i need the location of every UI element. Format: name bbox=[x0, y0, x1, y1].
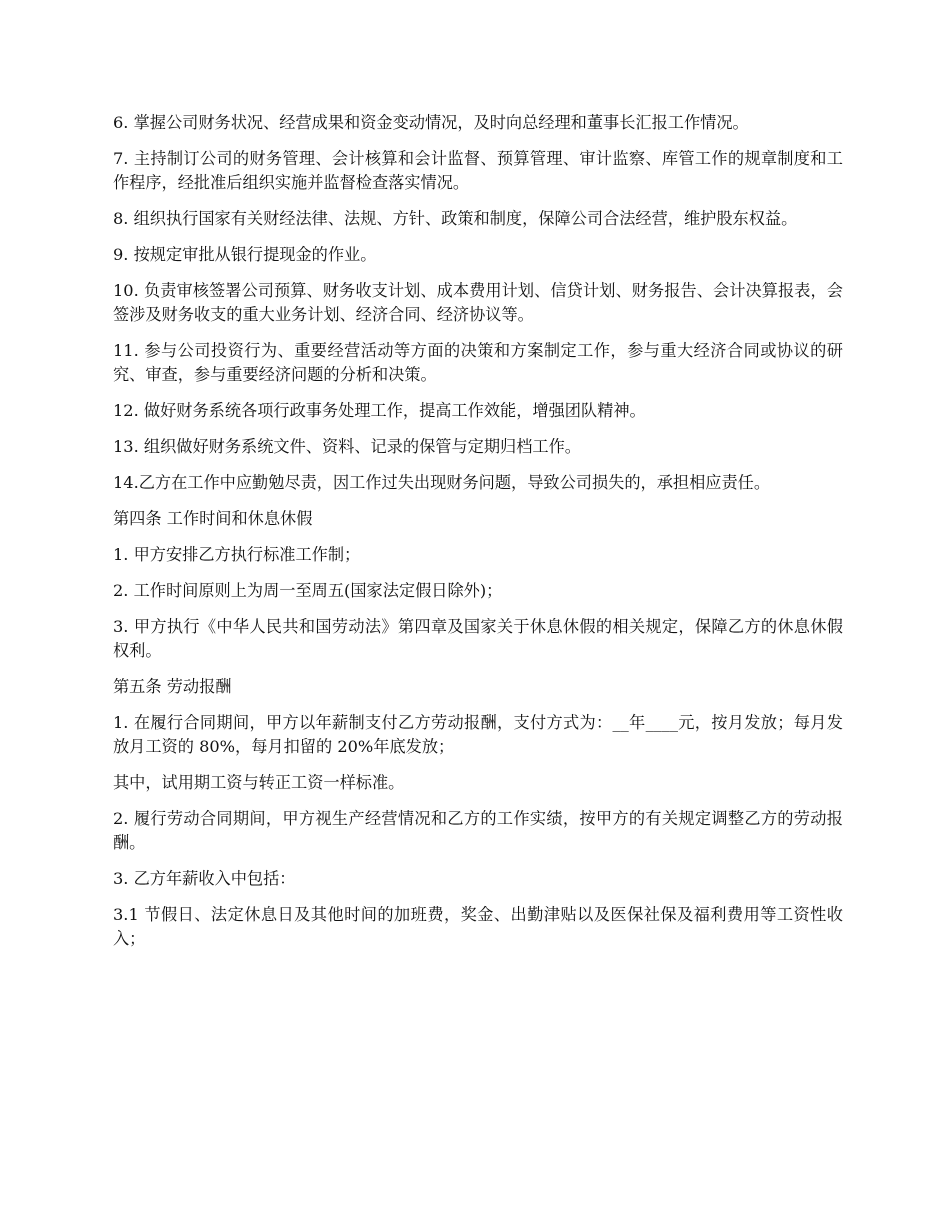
article-4-heading: 第四条 工作时间和休息休假 bbox=[113, 509, 313, 528]
clause-12-administration: 12. 做好财务系统各项行政事务处理工作，提高工作效能，增强团队精神。 bbox=[113, 401, 646, 420]
clause-13-archiving: 13. 组织做好财务系统文件、资料、记录的保管与定期归档工作。 bbox=[113, 437, 581, 456]
clause-6-finance-reporting: 6. 掌握公司财务状况、经营成果和资金变动情况，及时向总经理和董事长汇报工作情况。 bbox=[113, 113, 749, 132]
clause-8-legal-compliance: 8. 组织执行国家有关财经法律、法规、方针、政策和制度，保障公司合法经营，维护股东权益。 bbox=[113, 209, 798, 228]
article-4-item-1: 1. 甲方安排乙方执行标准工作制； bbox=[113, 545, 361, 564]
clause-10-budget-review: 10. 负责审核签署公司预算、财务收支计划、成本费用计划、信贷计划、财务报告、会计决算报表，会签涉及财务收支的重大业务计划、经济合同、经济协议等。 bbox=[113, 281, 843, 324]
article-5-heading: 第五条 劳动报酬 bbox=[113, 677, 232, 696]
article-5-item-1: 1. 在履行合同期间，甲方以年薪制支付乙方劳动报酬，支付方式为：__年____元，按月发放；每月发放月工资的 80%，每月扣留的 20%年底发放； bbox=[113, 713, 843, 756]
clause-14-liability: 14.乙方在工作中应勤勉尽责，因工作过失出现财务问题，导致公司损失的，承担相应责任。 bbox=[113, 473, 771, 492]
article-5-item-2: 2. 履行劳动合同期间，甲方视生产经营情况和乙方的工作实绩，按甲方的有关规定调整乙方的劳动报酬。 bbox=[113, 809, 843, 852]
clause-7-rules-and-procedures: 7. 主持制订公司的财务管理、会计核算和会计监督、预算管理、审计监察、库管工作的规章制度和工作程序，经批准后组织实施并监督检查落实情况。 bbox=[113, 149, 843, 192]
clause-11-investment-decisions: 11. 参与公司投资行为、重要经营活动等方面的决策和方案制定工作，参与重大经济合同或协议的研究、审查，参与重要经济问题的分析和决策。 bbox=[113, 341, 843, 384]
clause-9-cash-withdrawal: 9. 按规定审批从银行提现金的作业。 bbox=[113, 245, 377, 264]
article-5-probation-note: 其中，试用期工资与转正工资一样标准。 bbox=[113, 773, 405, 792]
article-5-item-3: 3. 乙方年薪收入中包括： bbox=[113, 869, 296, 888]
article-4-item-2: 2. 工作时间原则上为周一至周五(国家法定假日除外)； bbox=[113, 581, 503, 600]
article-5-item-3-1: 3.1 节假日、法定休息日及其他时间的加班费，奖金、出勤津贴以及医保社保及福利费用等工资性收入； bbox=[113, 905, 843, 948]
document-body bbox=[113, 111, 843, 951]
article-4-item-3: 3. 甲方执行《中华人民共和国劳动法》第四章及国家关于休息休假的相关规定，保障乙方的休息休假权利。 bbox=[113, 617, 843, 660]
